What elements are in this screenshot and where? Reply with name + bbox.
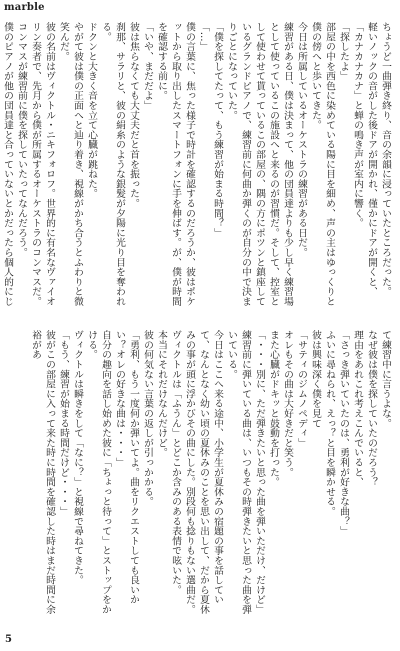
book-title-header: marble — [4, 2, 45, 13]
paragraph: 「サティのジムノペディ」 — [296, 330, 307, 448]
paragraph: 「さっき弾いていたのは、勇利が好きな曲？」 — [338, 330, 349, 536]
upper-text-column — [2, 22, 392, 310]
page-number: 5 — [5, 634, 12, 645]
paragraph: 今日はここへ来る途中、小学生が夏休みの宿題の事を話していて、なんとなく幼い頃の夏休みのことを思い出して、だから夏休みの事が頭に浮かびその曲にした。別段何も捻りもない選曲だ。 — [184, 330, 223, 615]
paragraph: 「勇利、もう一度何か弾いてよ。曲をリクエストしても良いかい？オレの好きな曲は・・・」 — [114, 330, 139, 605]
paragraph: 「探したよ」 — [338, 22, 349, 81]
paragraph: 本当にそれだけなんだけど。 — [156, 330, 167, 458]
paragraph: 僕のピアノが他の団員達と合っていないとかだったら個人的にじ — [2, 22, 13, 307]
paragraph: コンマスが練習前に僕を探していたってなんだろう。 — [16, 22, 27, 258]
paragraph: ヴィクトルは瞬きをして「なに？」と視線で尋ねてきた。 — [72, 330, 83, 585]
paragraph: 彼の何気ない言葉の返しが引っかかる。 — [142, 330, 153, 507]
lower-text-column — [6, 330, 392, 620]
paragraph: ドクンと大きく音を立て心臓が跳ねた。 — [86, 22, 97, 199]
paragraph: 今日は所属しているオーケストラの練習がある日だ。 — [296, 22, 307, 258]
paragraph: 練習がある日、僕は決まって、他の団員達よりも少し早く練習場として使っているこの施設へと来るのが習慣だ。そして、控室として使わせて貰っているこの部屋の、隅の方にポツンと鎮座しているグランドピアノで、練習前に何曲か弾くのが自分の中で決まりごとになっていた。 — [226, 22, 293, 307]
paragraph: やがて彼は僕の正面へと辿り着き、視線がかち合うとふわりと微笑んだ。 — [58, 22, 83, 307]
paragraph: 理由をあれこれ考えこんでいると、 — [352, 330, 363, 487]
paragraph: また心臓がドキッと鼓動を打った。 — [268, 330, 279, 487]
paragraph: 練習前に弾いている曲は、いつもその時弾きたいと思った曲を弾いている。 — [226, 330, 251, 615]
paragraph: 僕の言葉に、焦った様子で時計を確認するのだろうか、彼はポケットから取り出したスマートフォンに手を伸ばす。が、僕が時間を確認する前に。 — [156, 22, 195, 307]
paragraph: 「もう、練習が始まる時間だけど・・・」 — [58, 330, 69, 517]
paragraph: なぜ彼は僕を探していたのだろう？ — [366, 330, 377, 487]
paragraph: 軽いノックの音がした後ドアが開かれ、僅かにドアが開くと、「カナカナカナ」と蝉の鳴き声が室内に響く。 — [352, 22, 377, 297]
paragraph: オレもその曲は大好きだと笑う。 — [282, 330, 293, 477]
paragraph: ヴィクトルは「ふうん」とどこか含みのある表情で呟いた。 — [170, 330, 181, 595]
paragraph: 自分の趣向を話し始めた彼に「ちょっと待って」とストップをかける。 — [86, 330, 111, 615]
paragraph: 「・・・別に、ただ弾きたいと思った曲を弾いただけ、だけど」 — [254, 330, 265, 615]
paragraph: 「…」 — [198, 22, 209, 52]
paragraph: 彼がこの部屋に入って来た時に時間を確認した時はまだ時間に余裕があ — [30, 330, 55, 615]
paragraph: 部屋の中を西色に染めている陽に目を細め、声の主はゆっくりと僕の傍へと歩いてきた。 — [310, 22, 335, 307]
paragraph: て練習中に言うよな。 — [380, 330, 391, 428]
paragraph: 「僕を探してたって、もう練習が始まる時間？」 — [212, 22, 223, 238]
paragraph: 「いや、まだだよ」 — [142, 22, 153, 111]
paragraph: 彼は焦らなくても大丈夫だと首を振った。 — [128, 22, 139, 209]
paragraph: ふいに尋ねられ、えっ？と目を瞬かせる。 — [324, 330, 335, 517]
paragraph: 彼の名前はヴィクトル・ニキフォロフ。世界的に有名なヴァイオリン奏者で、先月から僕が所属するオーケストラのコンマスだ。 — [30, 22, 55, 307]
paragraph: 刹那、サラリと、彼の絹糸のような銀髪が夕陽に光り目を奪われる。 — [100, 22, 125, 307]
paragraph: ちょうど一曲弾き終り、音の余韻に浸っていたところだった。 — [380, 22, 391, 297]
paragraph: 彼は興味深く僕を見て — [310, 330, 321, 428]
